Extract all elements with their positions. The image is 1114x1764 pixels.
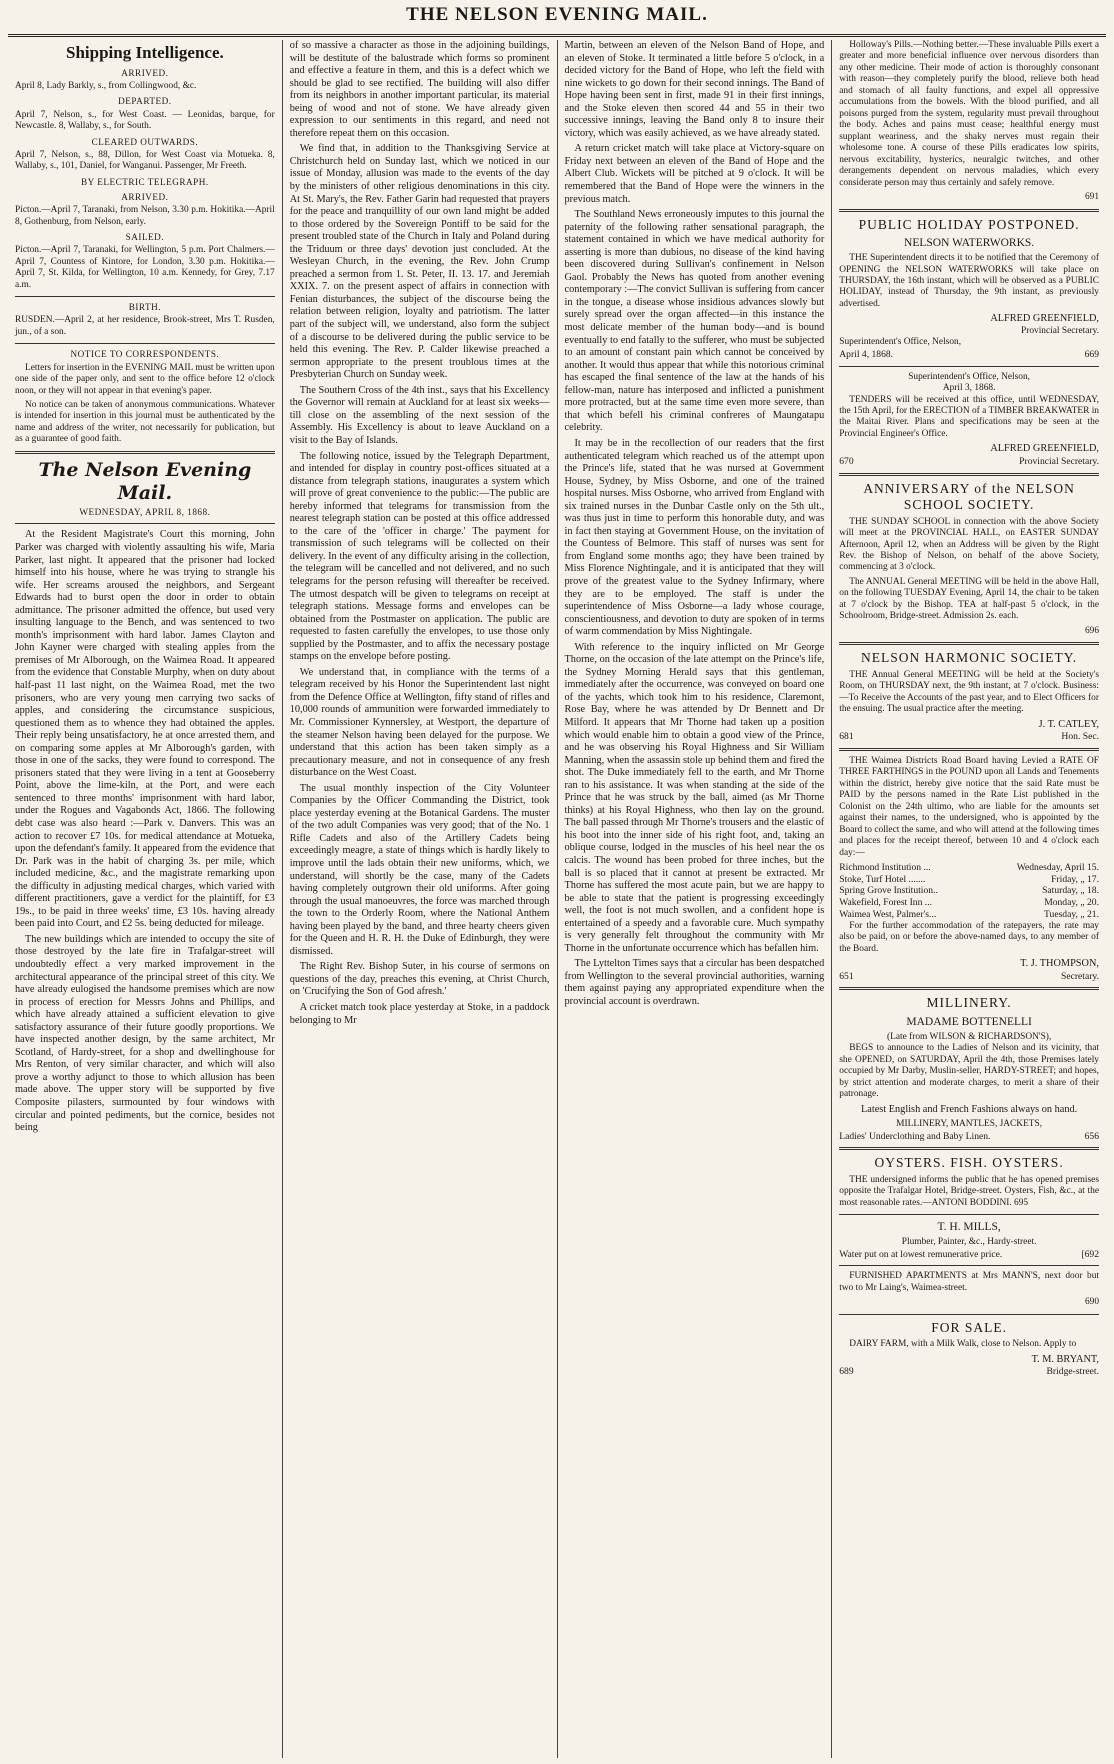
ad-millinery-footer bbox=[839, 1131, 1099, 1143]
schedule-row bbox=[839, 874, 1099, 886]
ad-tenders-office: Superintendent's Office, Nelson, bbox=[908, 371, 1031, 382]
ad-millinery-text: BEGS to announce to the Ladies of Nelson and its vicinity, that she OPENED, on SATURDAY, April the 4th, those Premises lately occupied by Mr Darby, Muslin-seller, HARDY-STREET; and hopes, by strict attention and moderate charges, to merit a share of their patronage. bbox=[839, 1043, 1099, 1100]
ad-sale-signature-title: Bridge-street. bbox=[1046, 1366, 1099, 1378]
ad-millinery-heading: MILLINERY. bbox=[926, 995, 1012, 1011]
masthead-rule bbox=[8, 34, 1106, 37]
ad-millinery-fashions: Latest English and French Fashions always on hand. bbox=[861, 1103, 1078, 1115]
schedule-place: Spring Grove Institution.. bbox=[839, 885, 938, 897]
ad-holiday-number: 669 bbox=[1084, 348, 1099, 360]
masthead: THE NELSON EVENING MAIL. bbox=[406, 4, 708, 25]
ad-oysters-text: THE undersigned informs the public that he has opened premises opposite the Trafalgar Hotel, Bridge-street. Oysters, Fish, &c., at the most reasonable rates.—ANTONI BODDINI. 695 bbox=[839, 1174, 1099, 1208]
ad-waimea-signature-title: Secretary. bbox=[1061, 970, 1099, 982]
ad-holiday-heading: PUBLIC HOLIDAY POSTPONED. bbox=[858, 216, 1080, 232]
article-court: At the Resident Magistrate's Court this morning, John Parker was charged with violently assaulting his wife, Maria Parker, last night. It appeared that the prisoner had locked himself into his house, where he was trying to strangle his wife. Her screams aroused the neighbors, and Sergeant Edwards had to burst open the door in order to obtain admittance. The prisoner admitted the offence, but used very insulting language to the Bench, and was sentenced to two month's imprisonment with hard labor. James Clayton and John Kayner were charged with stealing apples from the premises of Mr Alborough, on the Waimea Road. It appeared from the evidence that Constable Murphy, when on duty about half-past 11 last night, on the Waimea Road, met the two prisoners, who are very young men carrying two sacks of apples, and considering the circumstance suspicious, questioned them as to whence they had obtained the apples. Their reply being unsatisfactory, he at once arrested them, and on comparing some apples at Mr Alborough's garden, with those in one of the sacks, they were found to correspond. The prisoners stated that they were living in a tent at Gooseberry Point, above the lime-kiln, at the Port, and were each sentenced to three months' imprisonment with hard labor, under the Rogues and Vagabonds Act, 1866. The following debt case was also heard :—Park v. Danvers. This was an action to recover £7 10s. for medical attendance at Motueka, upon the defendant's family. It appeared from the evidence that Dr. Park was in the habit of charging 3s. per mile, which included medicine, &c., and the magistrate remarking upon the difficulty in adjusting medical charges, which varied with different practitioners, gave a verdict for the plaintiff, for £3 19s., to be paid in three weeks' time, £3 10s. having already been paid into Court, and £2 5s. being deducted for mileage. bbox=[15, 529, 275, 930]
arrived-text: April 8, Lady Barkly, s., from Collingwood, &c. bbox=[15, 80, 197, 91]
ad-holiday-text: THE Superintendent directs it to be notified that the Ceremony of OPENING the NELSON WATERWORKS will take place on THURSDAY, the 16th instant, which will be observed as a PUBLIC HOLIDAY, instead of Thursday, the 9th instant, as previously advertised. bbox=[839, 253, 1099, 309]
article-rifles: We understand that, in compliance with the terms of a telegram received by his Honor the Superintendent last night from the Defence Office at Wellington, fifty stand of rifles and 10,000 rounds of ammunition were forwarded immediately to Mr. Commissioner Kynnersley, at Westport, the departure of the steamer Nelson having been delayed for the purpose. We understand that this action has been taken simply as a precautionary measure, and not in consequence of any fresh disturbance on the West Coast. bbox=[289, 666, 550, 779]
ad-millinery-late: (Late from WILSON & RICHARDSON'S), bbox=[886, 1031, 1052, 1042]
schedule-row bbox=[839, 909, 1099, 921]
telegraph-heading: BY ELECTRIC TELEGRAPH. bbox=[81, 176, 209, 187]
ad-holiday-footer bbox=[839, 349, 1099, 361]
ad-millinery-name: MADAME BOTTENELLI bbox=[906, 1015, 1032, 1028]
arrived-heading: ARRIVED. bbox=[121, 67, 169, 78]
ad-mills-heading: T. H. MILLS, bbox=[937, 1221, 1001, 1234]
ad-holloway: Holloway's Pills.—Nothing better.—These invaluable Pills exert a greater and more beneficial influence over nervous disorders than any other medicine. Their mode of action is thoroughly consonant with reason—they completely purify the blood, relieve both head and stomach of all faulty functions, and expel all oppressive accumulations from the bowels. With the blood purified, and all poisons purged from the system, regularity must prevail throughout the body. Aches and pains must cease; healthful energy must supplant weariness, and the shaky nerves must regain their wholesome tone. A course of these Pills eradicates low spirits, nervous excitability, hysterics, neuralgic twitches, and other derangements dependent on nervous maladies, which every considerate person may thus certainly and safely remove. bbox=[839, 40, 1099, 188]
cleared-text: April 7, Nelson, s., 88, Dillon, for West Coast via Motueka. 8, Wallaby, s., 101, Daniel, for Wanganui. Passenger, Mr Freeth. bbox=[15, 149, 275, 172]
telegraph-arrived-heading: ARRIVED. bbox=[121, 191, 169, 202]
departed-text: April 7, Nelson, s., for West Coast. — Leonidas, barque, for Newcastle. 8, Wallaby, s., for South. bbox=[15, 109, 275, 132]
divider bbox=[15, 523, 275, 524]
divider bbox=[839, 642, 1099, 645]
ad-harmonic-footer bbox=[839, 731, 1099, 743]
notice-text-2: No notice can be taken of anonymous communications. Whatever is intended for insertion in this journal must be authenticated by the name and address of the writer, not necessarily for publication, but as a guarantee of good faith. bbox=[15, 399, 275, 445]
departed-heading: DEPARTED. bbox=[118, 96, 172, 107]
schedule-date: Wednesday, April 15. bbox=[1016, 862, 1099, 874]
column-1 bbox=[8, 40, 283, 1758]
ad-waimea-number: 651 bbox=[839, 970, 854, 982]
ad-mills-text: Water put on at lowest remunerative price. bbox=[839, 1248, 1003, 1260]
article-cricket-cont: Martin, between an eleven of the Nelson Band of Hope, and an eleven of Stoke. It terminated a little before 5 o'clock, in a decided victory for the Band of Hope, who left the field with nine wickets to go down for their second innings. The Band of Hope having been sent in first, made 91 in their first innings, and the Stoke eleven then scored 44 and 55 in their two successive innings, leaving the Band only 8 to insure their victory, which was easily achieved, as we have already stated. bbox=[564, 40, 825, 139]
sailed-text: Picton.—April 7, Taranaki, for Wellington, 5 p.m. Port Chalmers.—April 7, Countess of Kintore, for London, 3.30 p.m. Hokitika.—April 7, St. Kilda, for Wellington, 10 a.m. Kennedy, for Grey, 7.17 a.m. bbox=[15, 245, 275, 290]
ad-mills-number: [692 bbox=[1081, 1248, 1099, 1260]
birth-text: RUSDEN.—April 2, at her residence, Brook-street, Mrs T. Rusden, jun., of a son. bbox=[15, 315, 275, 337]
schedule-place: Waimea West, Palmer's... bbox=[839, 908, 937, 920]
schedule-date: Monday, „ 20. bbox=[1044, 897, 1099, 909]
ad-apartments-text: FURNISHED APARTMENTS at Mrs MANN'S, next door but two to Mr Laing's, Waimea-street. bbox=[839, 1271, 1099, 1293]
columns bbox=[8, 40, 1106, 1758]
divider bbox=[839, 1314, 1099, 1315]
ad-holiday-signature-title: Provincial Secretary. bbox=[1020, 325, 1099, 336]
ad-waimea-signature: T. J. THOMPSON, bbox=[1020, 958, 1099, 969]
article-buildings-cont: of so massive a character as those in the adjoining buildings, will be destitute of the balustrade which forms so prominent and effective a feature in them, and this is a defect which we should be glad to see rectified. The building will also differ from its neighbors in another important particular, its material being of wood and not of stone. We have already given expression to our sentiments in this regard, and need not therefore repeat them on this occasion. bbox=[289, 40, 550, 139]
ad-waimea-text: THE Waimea Districts Road Board having Levied a RATE OF THREE FARTHINGS in the POUND upon all Lands and Tenements within the district, hereby give notice that the said Rate must be PAID by the persons named in the Rate List published in the Colonist on the 24th ultimo, who are liable for the amounts set against their names, to the undersigned, who is appointed by the Board to collect the same, and who will attend at the following times and places for the receipt thereof, between 10 and 4 o'clock each day:— bbox=[839, 755, 1099, 858]
ad-harmonic-number: 681 bbox=[839, 731, 854, 743]
divider bbox=[839, 1147, 1099, 1150]
ad-millinery-items: MILLINERY, MANTLES, JACKETS, bbox=[896, 1119, 1043, 1130]
ad-holloway-number: 691 bbox=[1084, 192, 1099, 203]
ad-millinery-number: 656 bbox=[1084, 1130, 1099, 1142]
schedule-place: Stoke, Turf Hotel ....... bbox=[839, 873, 926, 885]
ad-school-text-2: The ANNUAL General MEETING will be held in the above Hall, on the following TUESDAY Evening, April 14, the chair to be taken at 7 o'clock by the Bishop. TEA at half-past 5 o'clock, in the Schoolroom, Bridge-street. Admission 2s. each. bbox=[839, 576, 1099, 622]
ad-waimea-schedule bbox=[839, 862, 1099, 921]
ad-mills-footer bbox=[839, 1249, 1099, 1261]
schedule-date: Tuesday, „ 21. bbox=[1044, 908, 1099, 920]
notice-text-1: Letters for insertion in the EVENING MAIL must be written upon one side of the paper only, and sent to the office before 12 o'clock noon, or they will not appear in that evening's paper. bbox=[15, 362, 275, 396]
schedule-place: Richmond Institution ... bbox=[839, 862, 931, 874]
sailed-heading: SAILED. bbox=[125, 232, 165, 243]
notice-heading: NOTICE TO CORRESPONDENTS. bbox=[70, 349, 220, 360]
article-thanksgiving: We find that, in addition to the Thanksgiving Service at Christchurch held on Sunday last, which we noticed in our issue of Monday, allusion was made to the events of the day by the ministers of other religious denominations in this city. At St. Mary's, the Rev. Father Garin had requested that prayers for the peace and tranquillity of our own land might be added to those ordered by the Sovereign Pontiff to be said for the present troubled state of the Church in Italy and Poland during the Triduum or three days' devotion just concluded. At the Wesleyan Church, in the evening, the Rev. John Crump preached a sermon from 1. St. Peter, II. 13. 17. and Jeremiah XXIX. 7. on the present aspect of affairs in connection with Fenian disturbances, the subject of the discourse being the relation between religion, loyalty and patriotism. The latter part of the subject will, we understand, also form the subject of a discourse to be delivered during the public service to be held this evening. The Rev. P. Calder likewise preached a sermon appropriate to the present troublous times at the Presbyterian Church on Sunday week. bbox=[289, 143, 550, 381]
ad-tenders-footer bbox=[839, 456, 1099, 468]
article-nurses: It may be in the recollection of our readers that the first authenticated telegram which reached us of the attempt upon the Prince's life, stated that he was nursed at Government House, Sydney, by Miss Osborne, and one of the trained hospital nurses. Miss Osborne, who arrived from England with six trained nurses in the Dunbar Castle only on the 5th ult., was thus just in time to perform this honorable duty, and was in fact then staying at Government House, on the invitation of the Countess of Belmore. This staff of nurses was sent for from England some months ago; they have been trained by Miss Florence Nightingale, and it is anticipated that they will prove of the greatest value to the Sydney Infirmary, where they are to be employed. The staff is under the superintendence of Miss Osborne—a lady whose courage, conscientiousness, and devotion to duty are spoken of in terms of warm commendation by Miss Nightingale. bbox=[564, 437, 825, 638]
ad-harmonic-signature: J. T. CATLEY, bbox=[1038, 718, 1099, 730]
ad-tenders-signature: ALFRED GREENFIELD, bbox=[990, 443, 1099, 455]
ad-tenders-signature-title: Provincial Secretary. bbox=[1019, 455, 1099, 467]
paper-title: The Nelson Evening Mail. bbox=[38, 458, 252, 505]
ad-sale-text: DAIRY FARM, with a Milk Walk, close to Nelson. Apply to bbox=[849, 1339, 1077, 1350]
shipping-title: Shipping Intelligence. bbox=[65, 43, 224, 62]
schedule-date: Friday, „ 17. bbox=[1051, 873, 1099, 885]
article-southland: The Southland News erroneously imputes to this journal the paternity of the following rather sensational paragraph, the statement contained in which we have medical authority for asserting is more than dubious, no disease of the kind having been discovered during Sullivan's confinement in Nelson Gaol. Probably the News has quoted from another evening contemporary :—The convict Sullivan is suffering from cancer in the tongue, a disease whose insidious advances slowly but surely spread over the organ affected—in this instance the most delicate member of the human body—and is bound eventually to end fatally to the sufferer, who must be subjected to an amount of constant pain which cannot be conceived by another. It would thus appear that while this notorious criminal has escaped the final sentence of the law at the hands of his fellow-man, nature has interposed and inflicted a punishment more protracted, but at the same time even more severe, than that which befell his criminal confreres of Maungatapu celebrity. bbox=[564, 209, 825, 434]
article-thorne: With reference to the inquiry inflicted on Mr George Thorne, on the occasion of the late attempt on the Prince's life, the Sydney Morning Herald says that this gentleman, immediately after the occurrence, was conveyed on board one of the yachts, which took him to his residence, Claremont, Rose Bay, where he was attended by Dr Bennett and Dr Milford. It appears that Mr Thorne had taken up a position which would enable him to obtain a good view of the Prince, and he was observing his Royal Highness and Sir William Manning, when the assassin stole up behind them and fired the shot. The Duke immediately fell to the earth, and Mr Thorne ran to his assistance. It was when standing at the side of the Prince that he was struck by the ball, aimed (as Mr Thorne thinks) at his Royal Highness, who then lay on the ground. The ball passed through Mr Thorne's trousers and the elastic of his boot into the inner side of his right foot, and, taking an oblique course, lodged in the muscles of his heel near the os calcis. The wound has been probed for three inches, but the ball is so placed that it cannot at present be extracted. Mr Thorne has suffered the most acute pain, but we are happy to be able to state that the patient is progressing exceedingly well, the foot is not much swollen, and a confident hope is entertained of a speedy and a favorable cure. Much sympathy is very generally felt throughout the community with Mr Thorne in the unfortunate occurrence which has befallen him. bbox=[564, 641, 825, 954]
ad-sale-heading: FOR SALE. bbox=[931, 1319, 1007, 1335]
ad-school-number: 696 bbox=[1084, 625, 1099, 636]
divider bbox=[839, 209, 1099, 212]
ad-tenders-number: 670 bbox=[839, 455, 854, 467]
ad-sale-number: 689 bbox=[839, 1366, 854, 1378]
column-3 bbox=[558, 40, 833, 1758]
column-4 bbox=[832, 40, 1106, 1758]
ad-holiday-office: Superintendent's Office, Nelson, bbox=[839, 337, 962, 348]
ad-oysters-heading: OYSTERS. FISH. OYSTERS. bbox=[874, 1155, 1064, 1171]
schedule-row bbox=[839, 897, 1099, 909]
article-lyttelton: The Lyttelton Times says that a circular has been despatched from Wellington to the several provincial authorities, warning them against paying any appropriated expenditure when the provincial account is overdrawn. bbox=[564, 958, 825, 1008]
ad-millinery-items-2: Ladies' Underclothing and Baby Linen. bbox=[839, 1130, 991, 1142]
ad-tenders-date: April 3, 1868. bbox=[942, 383, 996, 394]
divider bbox=[839, 1214, 1099, 1215]
issue-date: WEDNESDAY, APRIL 8, 1868. bbox=[79, 507, 211, 518]
cleared-heading: CLEARED OUTWARDS. bbox=[91, 136, 199, 147]
divider bbox=[839, 1265, 1099, 1266]
ad-sale-signature: T. M. BRYANT, bbox=[1031, 1353, 1099, 1365]
article-governor: The Southern Cross of the 4th inst., says that his Excellency the Governor will remain at Auckland for at least six weeks—till close on the assembling of the next session of the Assembly. His Excellency is about to leave Auckland on a visit to the Bay of Islands. bbox=[289, 384, 550, 446]
article-return-match: A return cricket match will take place at Victory-square on Friday next between an eleven of the Band of Hope and the Albert Club. Wickets will be pitched at 9 o'clock. It will be remembered that the Band of Hope were the winners in the previous match. bbox=[564, 143, 825, 205]
article-volunteers: The usual monthly inspection of the City Volunteer Companies by the Officer Commanding the District, took place yesterday evening at the Botanical Gardens. The muster of the two adult Companies was very good; that of the No. 1 Rifle Cadets and also of the Artillery Cadets being exceedingly meagre, a state of things which is hardly likely to improve until the lads obtain their new uniforms, which, we understand, will shortly be the case, many of the Cadets having completely outgrown their old uniforms. After going through the usual manoeuvres, the force was marched through the town to the Orderly Room, where the National Anthem having been played by the band, and three hearty cheers given for the Queen and H. R. H. the Duke of Edinburgh, they were dismissed. bbox=[289, 782, 550, 957]
ad-tenders-text: TENDERS will be received at this office, until WEDNESDAY, the 15th April, for the ERECTION of a TIMBER BREAKWATER in the Maitai River. Plans and specifications may be seen at the Provincial Engineer's Office. bbox=[839, 394, 1099, 439]
schedule-date: Saturday, „ 18. bbox=[1042, 885, 1099, 897]
article-telegraph: The following notice, issued by the Telegraph Department, and intended for display in country post-offices situated at a distance from telegraph stations, inaugurates a system which will prove of great convenience to the public:—The public are hereby informed that telegrams for transmission from the nearest telegraph station can be posted at this office addressed to the care of the 'officer in charge.' The payment for transmission of such telegrams will be collected on their delivery. In the event of any difficulty arising in the collection, the telegram will be cancelled and not delivered, and no such telegrams for the person refusing will thereafter be received. The utmost despatch will be given to telegrams on receipt at telegraph stations. Message forms and envelopes can be obtained from the Postmaster on application. The public are requested to fasten carefully the envelopes, to use those only supplied by the Postmaster, and to affix the necessary postage stamps on the envelope before posting. bbox=[289, 450, 550, 663]
schedule-place: Wakefield, Forest Inn ... bbox=[839, 897, 932, 909]
ad-sale-footer bbox=[839, 1366, 1099, 1378]
ad-harmonic-signature-title: Hon. Sec. bbox=[1061, 731, 1099, 743]
ad-waimea-footer bbox=[839, 971, 1099, 983]
ad-waimea-text-2: For the further accommodation of the ratepayers, the rate may also be paid, on or before the above-named days, to any member of the Board. bbox=[839, 920, 1099, 954]
article-cricket: A cricket match took place yesterday at Stoke, in a paddock belonging to Mr bbox=[289, 1002, 550, 1026]
divider bbox=[839, 473, 1099, 476]
ad-harmonic-heading: NELSON HARMONIC SOCIETY. bbox=[861, 650, 1078, 666]
ad-harmonic-text: THE Annual General MEETING will be held at the Society's Room, on THURSDAY next, the 9th instant, at 7 o'clock. Business:—To Receive the Accounts of the past year, and to Elect Officers for the ensuing. The usual practice after the meeting. bbox=[839, 669, 1099, 715]
schedule-row bbox=[839, 862, 1099, 874]
article-buildings: The new buildings which are intended to occupy the site of those destroyed by the late fire in Trafalgar-street will undoubtedly effect a very marked improvement in the architectural appearance of the principal street of this city. We have already eulogised the handsome premises which are now in process of erection for Messrs Johns and Phillips, and which have already attained a sufficient elevation to give satisfactory assurance of their future goodly proportions. We have inspected another design, by the same architect, Mr Scotland, of Hardy-street, for a shop and dwellinghouse for Mrs Renton, of very similar character, and which will also prove a worthy adjunct to those to which allusion has been made above. The upper story will be supported by five Composite pilasters, surmounted by four windows with circular and pointed pediments, but the cornice, besides not being bbox=[15, 933, 275, 1134]
divider bbox=[839, 987, 1099, 990]
ad-school-heading: ANNIVERSARY of the NELSON SCHOOL SOCIETY. bbox=[863, 480, 1075, 513]
divider bbox=[15, 451, 275, 454]
ad-apartments-number: 690 bbox=[1084, 1297, 1099, 1308]
article-bishop: The Right Rev. Bishop Suter, in his course of sermons on questions of the day, preaches this evening, at Christ Church, on 'Crucifying the Son of God afresh.' bbox=[289, 961, 550, 998]
schedule-row bbox=[839, 885, 1099, 897]
telegraph-arrived-text: Picton.—April 7, Taranaki, from Nelson, 3.30 p.m. Hokitika.—April 8, Gothenburg, from Nelson, early. bbox=[15, 205, 275, 227]
divider bbox=[839, 748, 1099, 751]
ad-holiday-sub: NELSON WATERWORKS. bbox=[904, 237, 1035, 250]
birth-heading: BIRTH. bbox=[128, 302, 162, 313]
divider bbox=[15, 296, 275, 297]
divider bbox=[15, 343, 275, 344]
ad-holiday-date: April 4, 1868. bbox=[839, 348, 894, 360]
ad-mills-sub: Plumber, Painter, &c., Hardy-street. bbox=[901, 1237, 1037, 1248]
ad-holiday-signature: ALFRED GREENFIELD, bbox=[990, 313, 1099, 325]
column-2 bbox=[283, 40, 558, 1758]
ad-school-text: THE SUNDAY SCHOOL in connection with the above Society will meet at the PROVINCIAL HALL, on EASTER SUNDAY Afternoon, April 12, when an Address will be given by the Right Rev. the Bishop of Nelson, on behalf of the above Society, commencing at 3 o'clock. bbox=[839, 516, 1099, 573]
divider bbox=[839, 366, 1099, 367]
